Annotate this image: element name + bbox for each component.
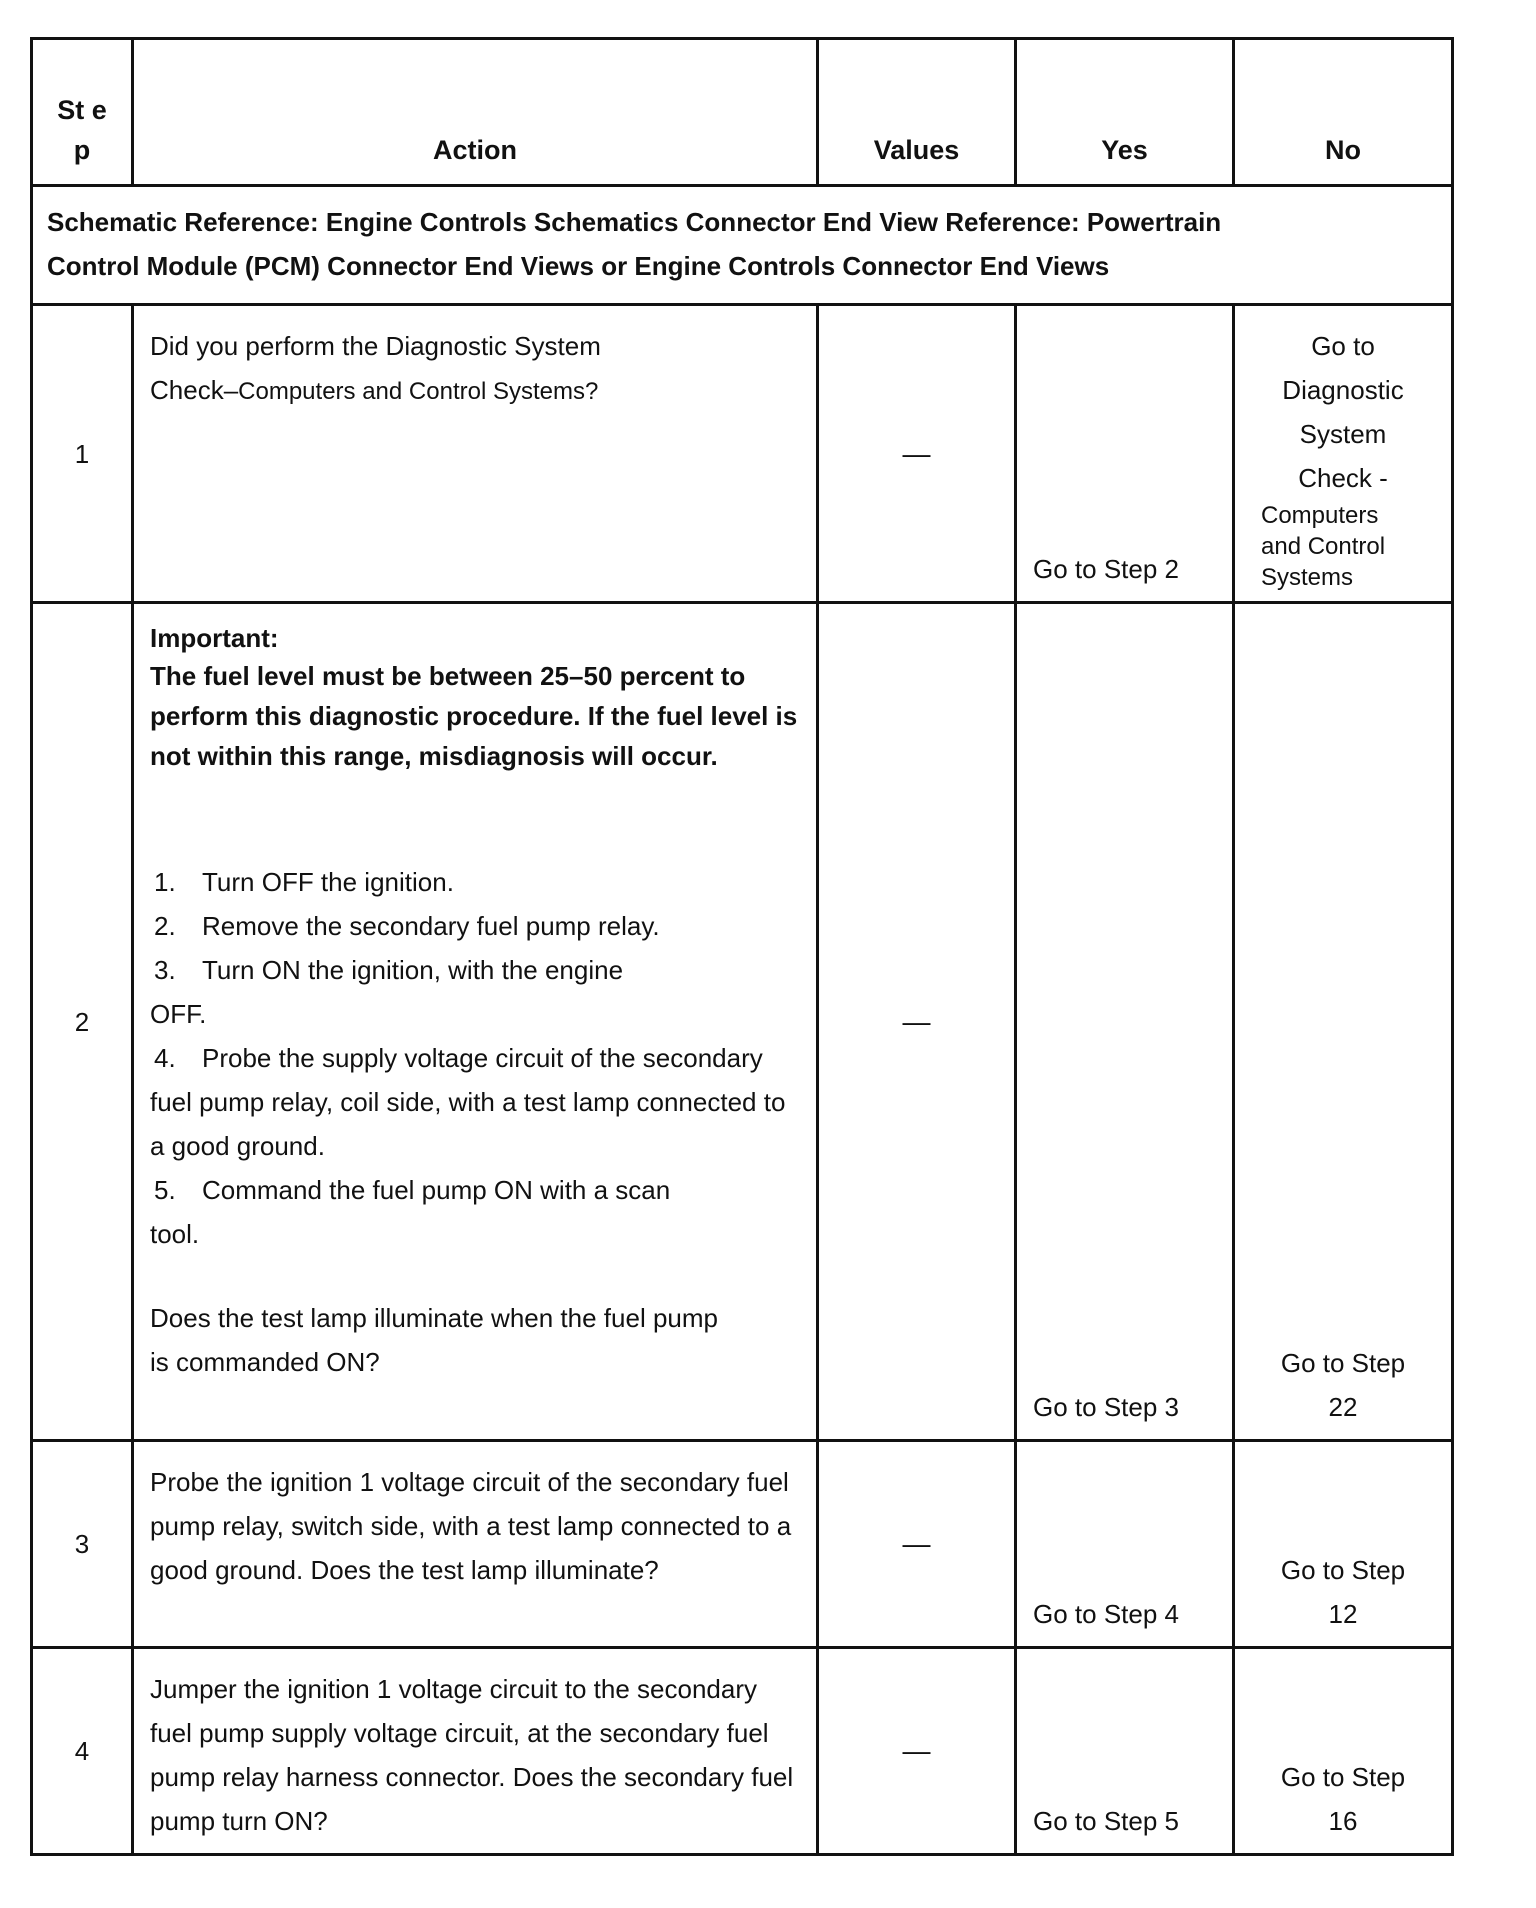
header-row [32, 39, 1453, 186]
list-item [150, 904, 800, 948]
no-line: and Control [1261, 533, 1386, 560]
values-dash: — [902, 1528, 931, 1559]
header-no: No [1234, 39, 1453, 186]
action-cell [133, 603, 818, 1441]
table-row [32, 1648, 1453, 1855]
header-step: St ep [32, 39, 133, 186]
diagnostic-table [30, 37, 1454, 1856]
list-text: Remove the secondary fuel pump relay. [202, 911, 660, 941]
no-line: Diagnostic [1282, 375, 1404, 405]
step-number: 2 [32, 603, 133, 1441]
action-cell: Jumper the ignition 1 voltage circuit to the secondary fuel pump supply voltage circuit, at the secondary fuel pump relay harness connector. Does the secondary fuel pump turn ON? [133, 1648, 818, 1855]
no-line: Computers [1261, 502, 1379, 529]
no-line: System [1299, 419, 1387, 449]
list-item [150, 860, 800, 904]
action-text: Check– [150, 375, 239, 405]
table-row [32, 305, 1453, 603]
no-line: Go to Step [1280, 1348, 1406, 1378]
schematic-reference-row [32, 186, 1453, 305]
header-action: Action [133, 39, 818, 186]
question-text: Does the test lamp illuminate when the fuel pump is commanded ON? [150, 1303, 718, 1377]
header-yes: Yes [1016, 39, 1234, 186]
list-number: 1. [154, 867, 176, 897]
list-text: Turn ON the ignition, with the engine OFF. [150, 955, 624, 1029]
list-text: Turn OFF the ignition. [202, 867, 454, 897]
list-item [150, 1036, 800, 1168]
step-number: 4 [32, 1648, 133, 1855]
table-row [32, 603, 1453, 1441]
list-item [150, 1168, 800, 1256]
no-cell [1234, 1441, 1453, 1648]
values-cell [818, 603, 1016, 1441]
yes-cell: Go to Step 5 [1016, 1648, 1234, 1855]
step-number: 1 [32, 305, 133, 603]
values-cell [818, 1648, 1016, 1855]
table-row [32, 1441, 1453, 1648]
schematic-reference [32, 186, 1453, 305]
values-dash: — [902, 1735, 931, 1766]
action-line [150, 368, 800, 414]
values-dash: — [902, 1005, 931, 1037]
reference-line-2: Control Module (PCM) Connector End Views or Engine Controls Connector End Views [47, 251, 1110, 281]
no-cell [1234, 603, 1453, 1441]
no-line: Go to Step [1280, 1555, 1406, 1585]
list-text: Command the fuel pump ON with a scan tool. [150, 1175, 671, 1249]
yes-cell: Go to Step 2 [1016, 305, 1234, 603]
no-line: Systems [1261, 564, 1354, 591]
step-number: 3 [32, 1441, 133, 1648]
no-line: 16 [1328, 1806, 1358, 1836]
list-number: 3. [154, 955, 176, 985]
header-values: Values [818, 39, 1016, 186]
values-cell [818, 1441, 1016, 1648]
list-number: 5. [154, 1175, 176, 1205]
list-item [150, 948, 800, 1036]
no-line: 12 [1328, 1599, 1358, 1629]
list-number: 4. [154, 1043, 176, 1073]
important-title: Important: [150, 623, 279, 653]
procedure-list [150, 860, 800, 1256]
yes-cell: Go to Step 4 [1016, 1441, 1234, 1648]
values-dash: — [902, 437, 931, 469]
no-line: Check - [1298, 463, 1388, 493]
action-link-text: Computers and Control Systems? [238, 378, 599, 405]
no-cell [1234, 305, 1453, 603]
no-line: 22 [1328, 1392, 1358, 1422]
action-cell: Probe the ignition 1 voltage circuit of the secondary fuel pump relay, switch side, with a test lamp connected to a good ground. Does the test lamp illuminate? [133, 1441, 818, 1648]
no-cell [1234, 1648, 1453, 1855]
list-text: Probe the supply voltage circuit of the secondary fuel pump relay, coil side, with a test lamp connected to a good ground. [150, 1043, 786, 1161]
spacer [150, 776, 800, 860]
reference-line-1: Schematic Reference: Engine Controls Schematics Connector End View Reference: Powertrain [47, 207, 1222, 237]
yes-cell: Go to Step 3 [1016, 603, 1234, 1441]
no-line: Go to Step [1280, 1762, 1406, 1792]
action-line: Did you perform the Diagnostic System [150, 331, 601, 361]
spacer [150, 1256, 800, 1296]
action-cell [133, 305, 818, 603]
values-cell [818, 305, 1016, 603]
list-number: 2. [154, 911, 176, 941]
no-line: Go to [1311, 331, 1375, 361]
important-text: The fuel level must be between 25–50 percent to perform this diagnostic procedure. If the fuel level is not within this range, misdiagnosis will occur. [150, 661, 798, 771]
